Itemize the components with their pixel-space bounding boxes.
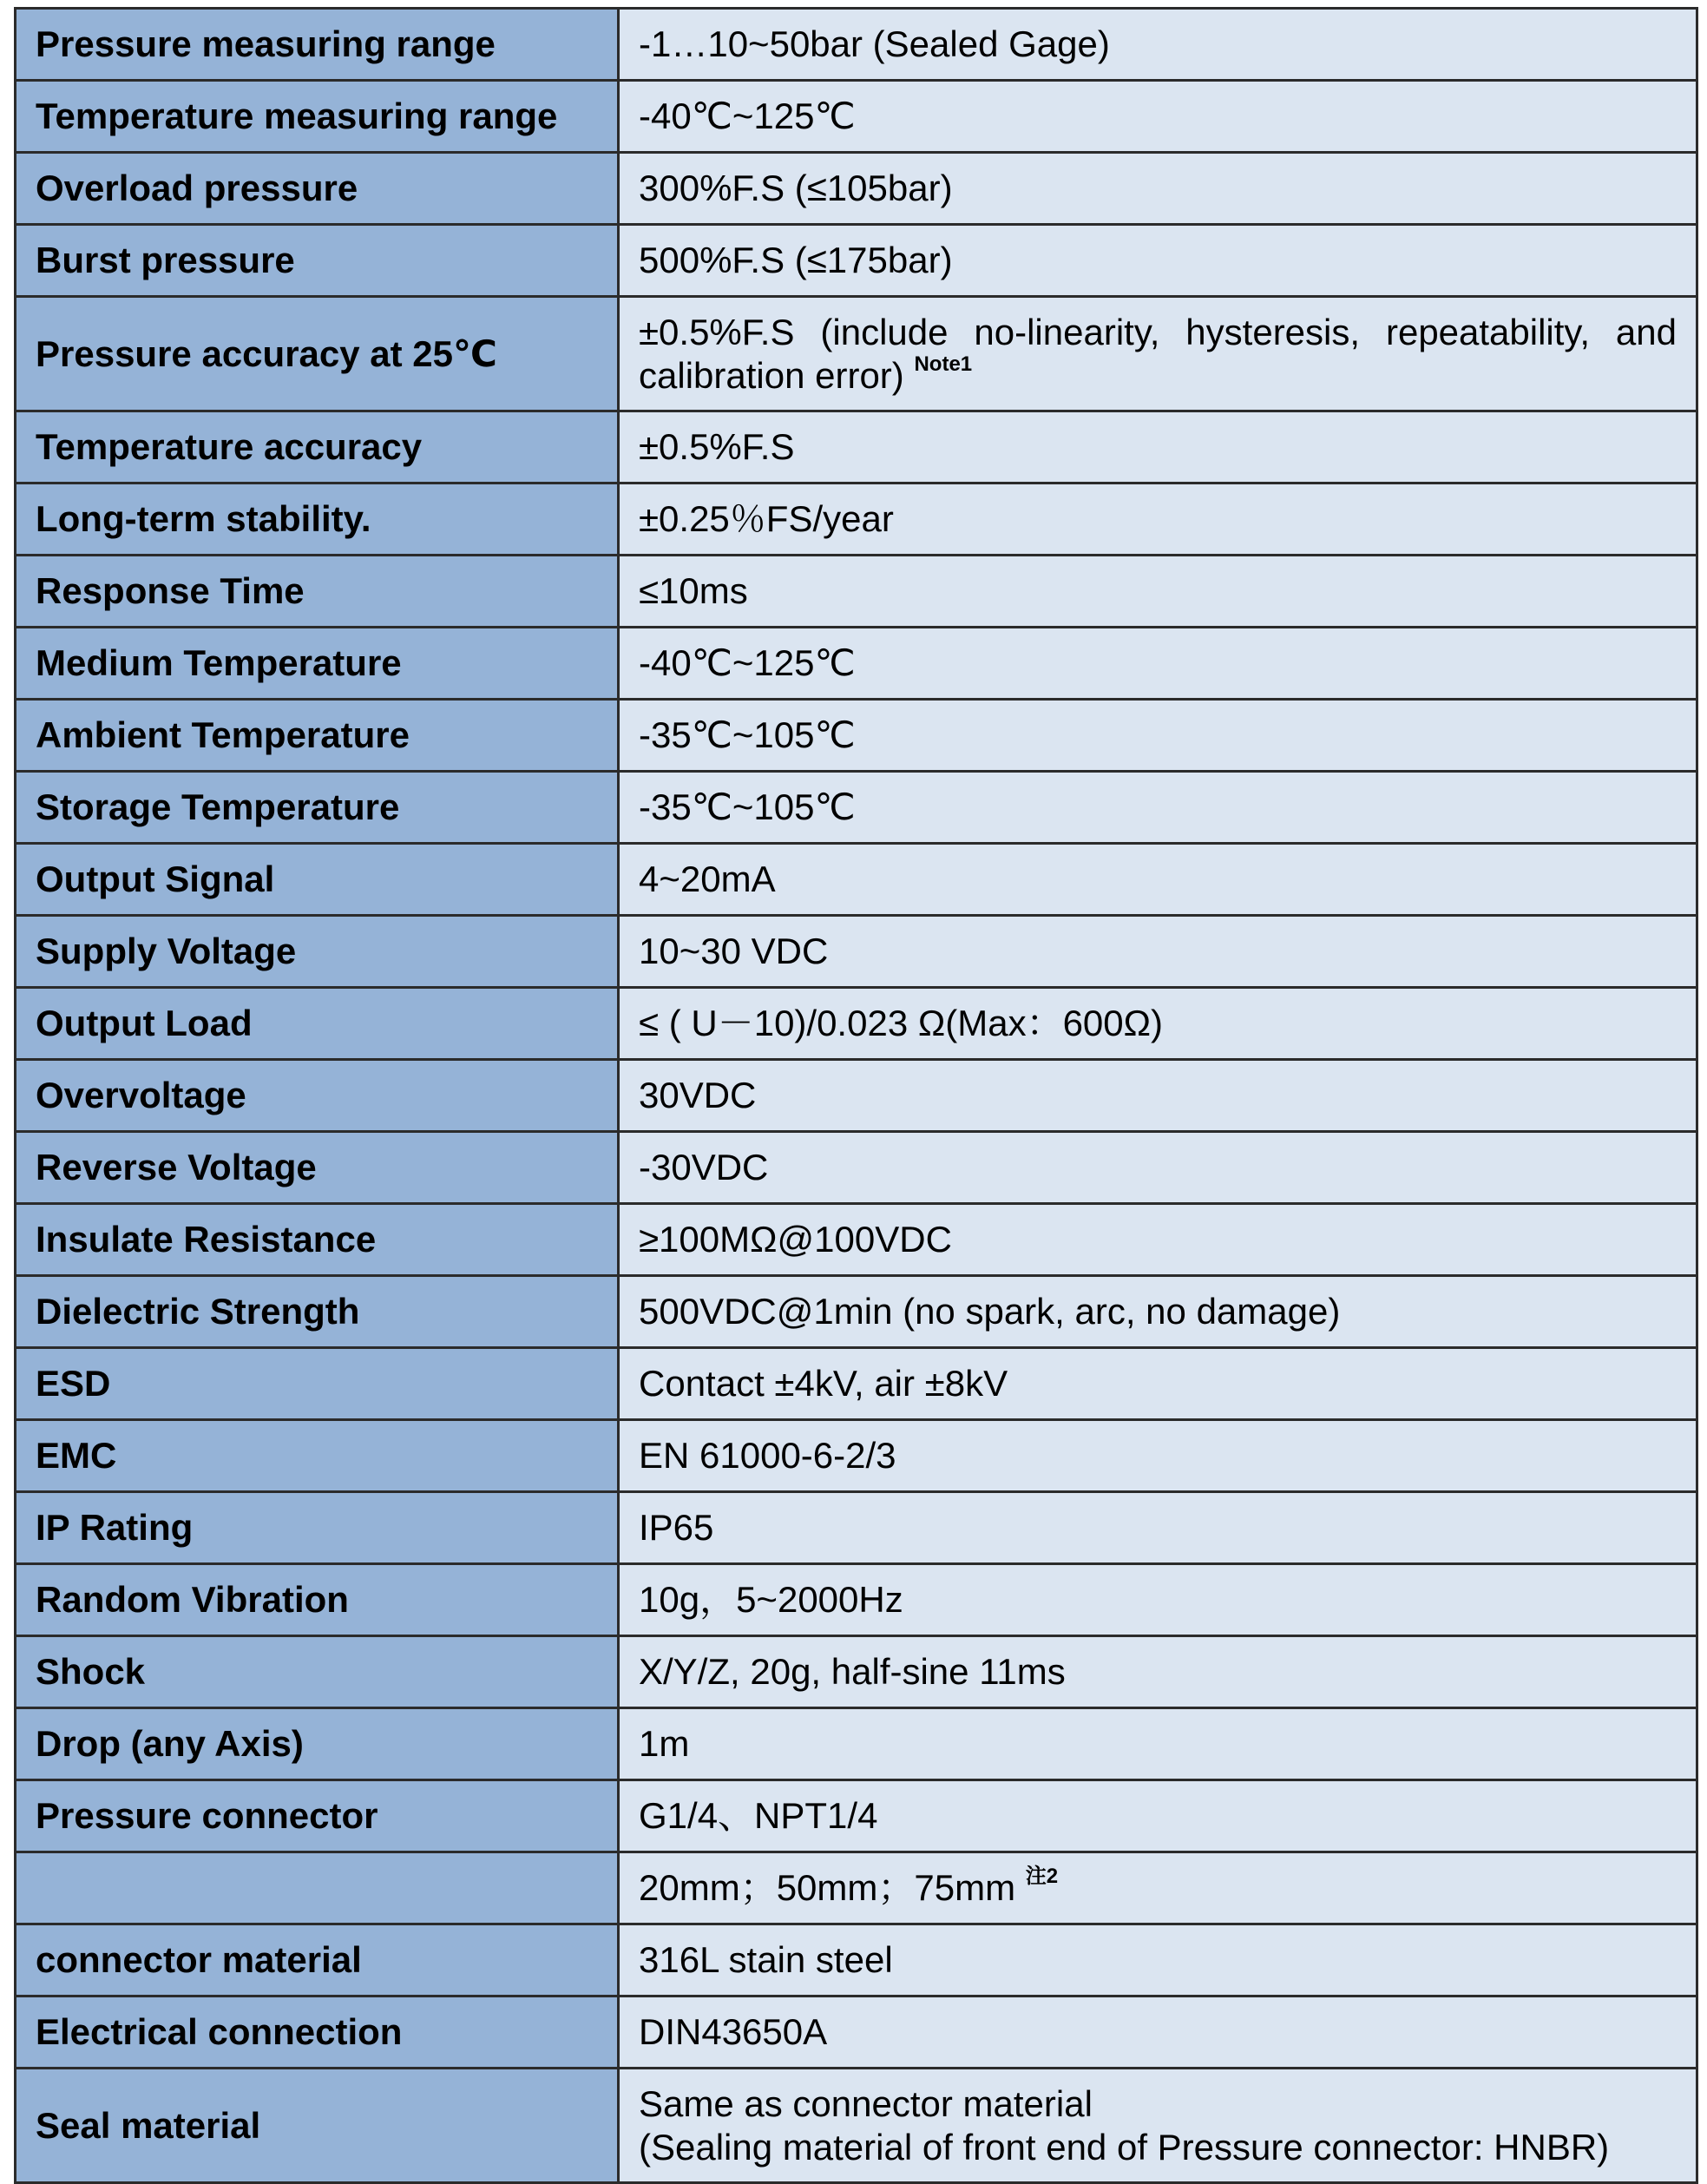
table-row (16, 1348, 1697, 1420)
spec-value: 316L stain steel (619, 1924, 1697, 1997)
spec-label: Pressure connector (16, 1780, 619, 1852)
spec-value (619, 297, 1697, 411)
spec-value-line: Same as connector material (639, 2082, 1093, 2124)
spec-label: Temperature measuring range (16, 81, 619, 153)
table-row (16, 628, 1697, 700)
spec-label: Electrical connection (16, 1997, 619, 2069)
spec-value: -40℃~125℃ (619, 628, 1697, 700)
table-row (16, 1636, 1697, 1708)
spec-label: Medium Temperature (16, 628, 619, 700)
footnote-marker: 注2 (1025, 1865, 1059, 1888)
spec-label: Reverse Voltage (16, 1132, 619, 1204)
spec-label: Dielectric Strength (16, 1276, 619, 1348)
spec-value: ≤ ( U－10)/0.023 Ω(Max：600Ω) (619, 988, 1697, 1060)
table-row (16, 772, 1697, 844)
spec-label (16, 1852, 619, 1924)
spec-value: ±0.5%F.S (619, 411, 1697, 484)
spec-label: Overvoltage (16, 1060, 619, 1132)
spec-value: ≤10ms (619, 556, 1697, 628)
spec-label: Pressure measuring range (16, 9, 619, 81)
table-row (16, 1132, 1697, 1204)
spec-value: G1/4、NPT1/4 (619, 1780, 1697, 1852)
spec-value: -30VDC (619, 1132, 1697, 1204)
spec-label: IP Rating (16, 1492, 619, 1564)
table-row (16, 700, 1697, 772)
table-row (16, 81, 1697, 153)
spec-label: Supply Voltage (16, 916, 619, 988)
spec-value: -35℃~105℃ (619, 700, 1697, 772)
table-row (16, 1060, 1697, 1132)
spec-label: Drop (any Axis) (16, 1708, 619, 1780)
spec-value: EN 61000-6-2/3 (619, 1420, 1697, 1492)
spec-value: 500%F.S (≤175bar) (619, 225, 1697, 297)
spec-label: Temperature accuracy (16, 411, 619, 484)
spec-value: 10~30 VDC (619, 916, 1697, 988)
spec-label: Response Time (16, 556, 619, 628)
spec-value: 1m (619, 1708, 1697, 1780)
spec-label: Ambient Temperature (16, 700, 619, 772)
spec-value: 4~20mA (619, 844, 1697, 916)
spec-value (619, 2069, 1697, 2183)
spec-value: DIN43650A (619, 1997, 1697, 2069)
table-row (16, 1276, 1697, 1348)
table-row (16, 556, 1697, 628)
table-row (16, 916, 1697, 988)
spec-value: 30VDC (619, 1060, 1697, 1132)
spec-label: Output Signal (16, 844, 619, 916)
spec-label: Burst pressure (16, 225, 619, 297)
spec-value: -40℃~125℃ (619, 81, 1697, 153)
spec-value (619, 1852, 1697, 1924)
table-row (16, 225, 1697, 297)
spec-value: ±0.25％FS/year (619, 484, 1697, 556)
spec-value: ≥100MΩ@100VDC (619, 1204, 1697, 1276)
table-row (16, 2069, 1697, 2183)
table-row (16, 1997, 1697, 2069)
spec-label: Seal material (16, 2069, 619, 2183)
table-row (16, 844, 1697, 916)
table-row (16, 153, 1697, 225)
spec-value-line: (Sealing material of front end of Pressure connector: HNBR) (639, 2126, 1610, 2168)
spec-value-text: ±0.5%F.S (include no-linearity, hysteresis, repeatability, and calibration error) (639, 311, 1677, 396)
footnote-marker: Note1 (914, 352, 973, 376)
spec-value: 500VDC@1min (no spark, arc, no damage) (619, 1276, 1697, 1348)
table-row (16, 1852, 1697, 1924)
table-row (16, 1924, 1697, 1997)
table-row (16, 1420, 1697, 1492)
specification-table (14, 7, 1698, 2184)
spec-label: Pressure accuracy at 25℃ (16, 297, 619, 411)
table-row (16, 988, 1697, 1060)
spec-value: X/Y/Z, 20g, half-sine 11ms (619, 1636, 1697, 1708)
spec-label: Overload pressure (16, 153, 619, 225)
spec-label: connector material (16, 1924, 619, 1997)
table-row (16, 1204, 1697, 1276)
spec-label: Storage Temperature (16, 772, 619, 844)
spec-label: Random Vibration (16, 1564, 619, 1636)
table-row (16, 484, 1697, 556)
spec-value: -1…10~50bar (Sealed Gage) (619, 9, 1697, 81)
spec-value: 10g，5~2000Hz (619, 1564, 1697, 1636)
spec-label: EMC (16, 1420, 619, 1492)
spec-label: Output Load (16, 988, 619, 1060)
spec-label: Insulate Resistance (16, 1204, 619, 1276)
spec-value: IP65 (619, 1492, 1697, 1564)
spec-value: 300%F.S (≤105bar) (619, 153, 1697, 225)
table-row (16, 1492, 1697, 1564)
spec-label: Long-term stability. (16, 484, 619, 556)
spec-value: -35℃~105℃ (619, 772, 1697, 844)
spec-label: ESD (16, 1348, 619, 1420)
table-row (16, 9, 1697, 81)
table-row (16, 411, 1697, 484)
table-row (16, 297, 1697, 411)
spec-label: Shock (16, 1636, 619, 1708)
spec-value-text: 20mm；50mm；75mm (639, 1867, 1016, 1908)
table-row (16, 1780, 1697, 1852)
table-row (16, 1564, 1697, 1636)
table-row (16, 1708, 1697, 1780)
spec-value: Contact ±4kV, air ±8kV (619, 1348, 1697, 1420)
